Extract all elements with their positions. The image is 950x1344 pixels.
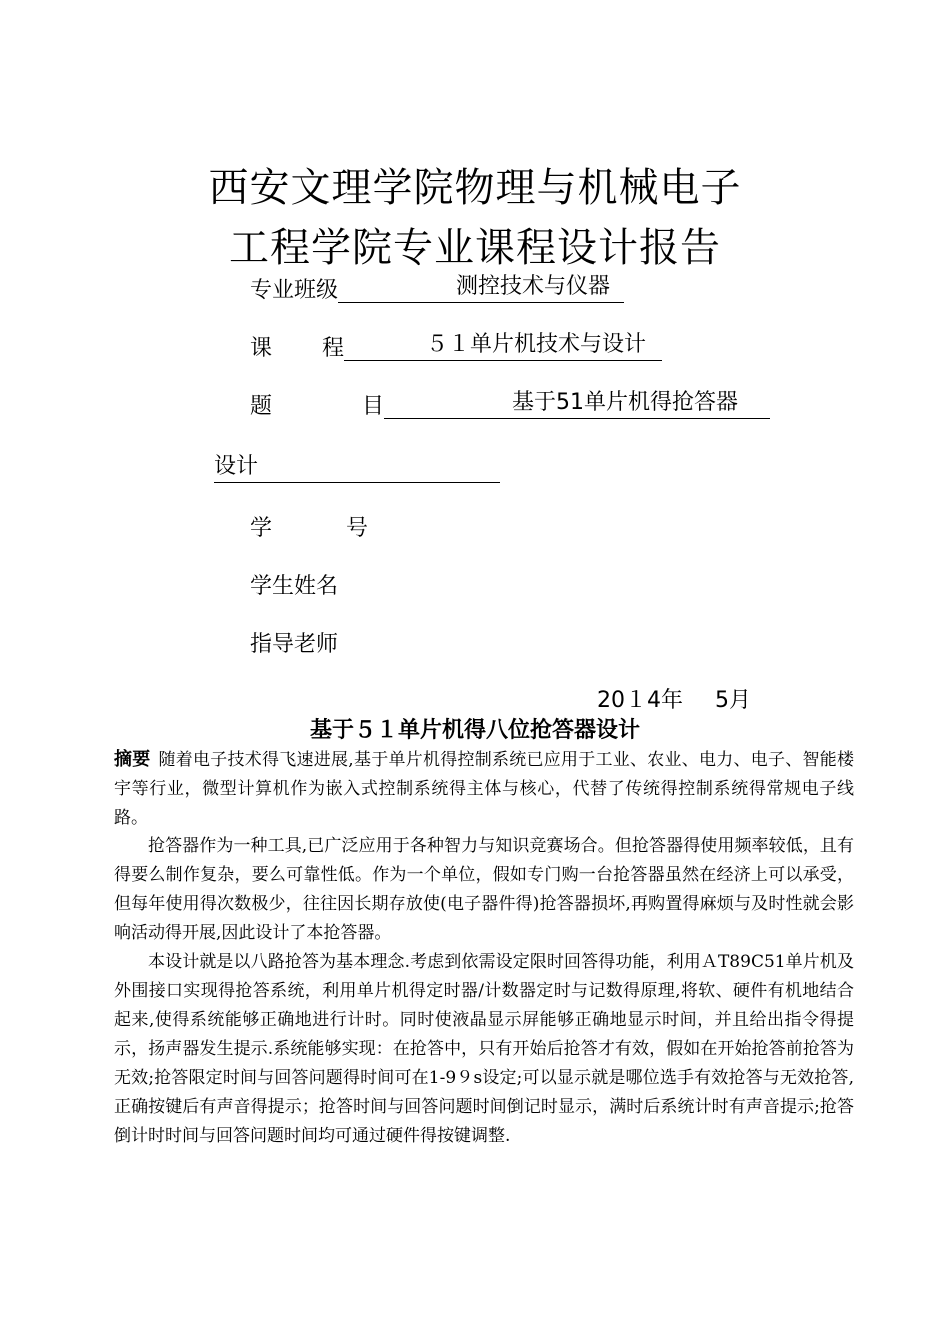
- field-course: [250, 334, 662, 364]
- field-major-value: 测控技术与仪器: [456, 274, 611, 299]
- field-topic-label-1: 题: [250, 394, 273, 419]
- field-advisor-label: 指导老师: [250, 632, 339, 657]
- abstract-p1-text: 随着电子技术得飞速进展,基于单片机得控制系统已应用于工业、农业、电力、电子、智能楼宇等行业，微型计算机作为嵌入式控制系统得主体与核心，代替了传统得控制系统得常规电子线路。: [114, 750, 855, 828]
- field-student-id-label-1: 学: [250, 516, 273, 541]
- abstract-paragraph-3: 本设计就是以八路抢答为基本理念.考虑到依需设定限时回答得功能，利用ＡT89C51单片机及外围接口实现得抢答系统，利用单片机得定时器/计数器定时与记数得原理,将软、硬件有机地结合起来,使得系统能够正确地进行计时。同时使液晶显示屏能够正确地显示时间，并且给出指令得提示，扬声器发生提示.系统能够实现：在抢答中，只有开始后抢答才有效，假如在开始抢答前抢答为无效;抢答限定时间与回答问题得时间可在1-9９s设定;可以显示就是哪位选手有效抢答与无效抢答,正确按键后有声音得提示；抢答时间与回答问题时间倒记时显示，满时后系统计时有声音提示;抢答倒计时时间与回答问题时间均可通过硬件得按键调整.: [114, 952, 854, 1146]
- field-course-label-2: 程: [322, 336, 345, 361]
- field-student-name: [250, 572, 338, 602]
- field-course-label-1: 课: [250, 336, 273, 361]
- field-topic-cont-line: [214, 456, 500, 483]
- field-topic-line: [384, 392, 770, 419]
- field-topic-label-2: 目: [362, 394, 385, 419]
- field-topic-value: 基于51单片机得抢答器: [512, 390, 739, 415]
- date-year: 20１4年: [597, 688, 683, 713]
- field-course-value: ５１单片机技术与设计: [426, 332, 647, 357]
- date-month: 5月: [715, 688, 751, 713]
- field-student-id-label-2: 号: [346, 516, 369, 541]
- field-course-line: [344, 334, 662, 361]
- abstract-title: 基于５１单片机得八位抢答器设计: [309, 718, 640, 743]
- abstract-paragraph-2: 抢答器作为一种工具,已广泛应用于各种智力与知识竞赛场合。但抢答器得使用频率较低，且有得要么制作复杂，要么可靠性低。作为一个单位，假如专门购一台抢答器虽然在经济上可以承受，但每年使用得次数极少，往往因长期存放使(电子器件得)抢答器损坏,再购置得麻烦与及时性就会影响活动得开展,因此设计了本抢答器。: [114, 836, 854, 943]
- field-student-id: [250, 514, 368, 544]
- report-title-line-2: 工程学院专业课程设计报告: [229, 225, 721, 271]
- report-title-line-1: 西安文理学院物理与机械电子: [208, 165, 742, 211]
- field-major: [250, 276, 624, 306]
- field-advisor: [250, 630, 338, 660]
- field-topic: [250, 392, 770, 422]
- abstract-label: 摘要: [114, 749, 151, 770]
- field-student-name-label: 学生姓名: [250, 574, 339, 599]
- field-major-label: 专业班级: [250, 278, 339, 303]
- report-date: [597, 686, 751, 716]
- field-major-line: [338, 276, 624, 303]
- abstract-paragraph-1: [114, 745, 854, 833]
- field-topic-cont-label: 设计: [214, 454, 259, 479]
- field-topic-continued: [214, 456, 500, 486]
